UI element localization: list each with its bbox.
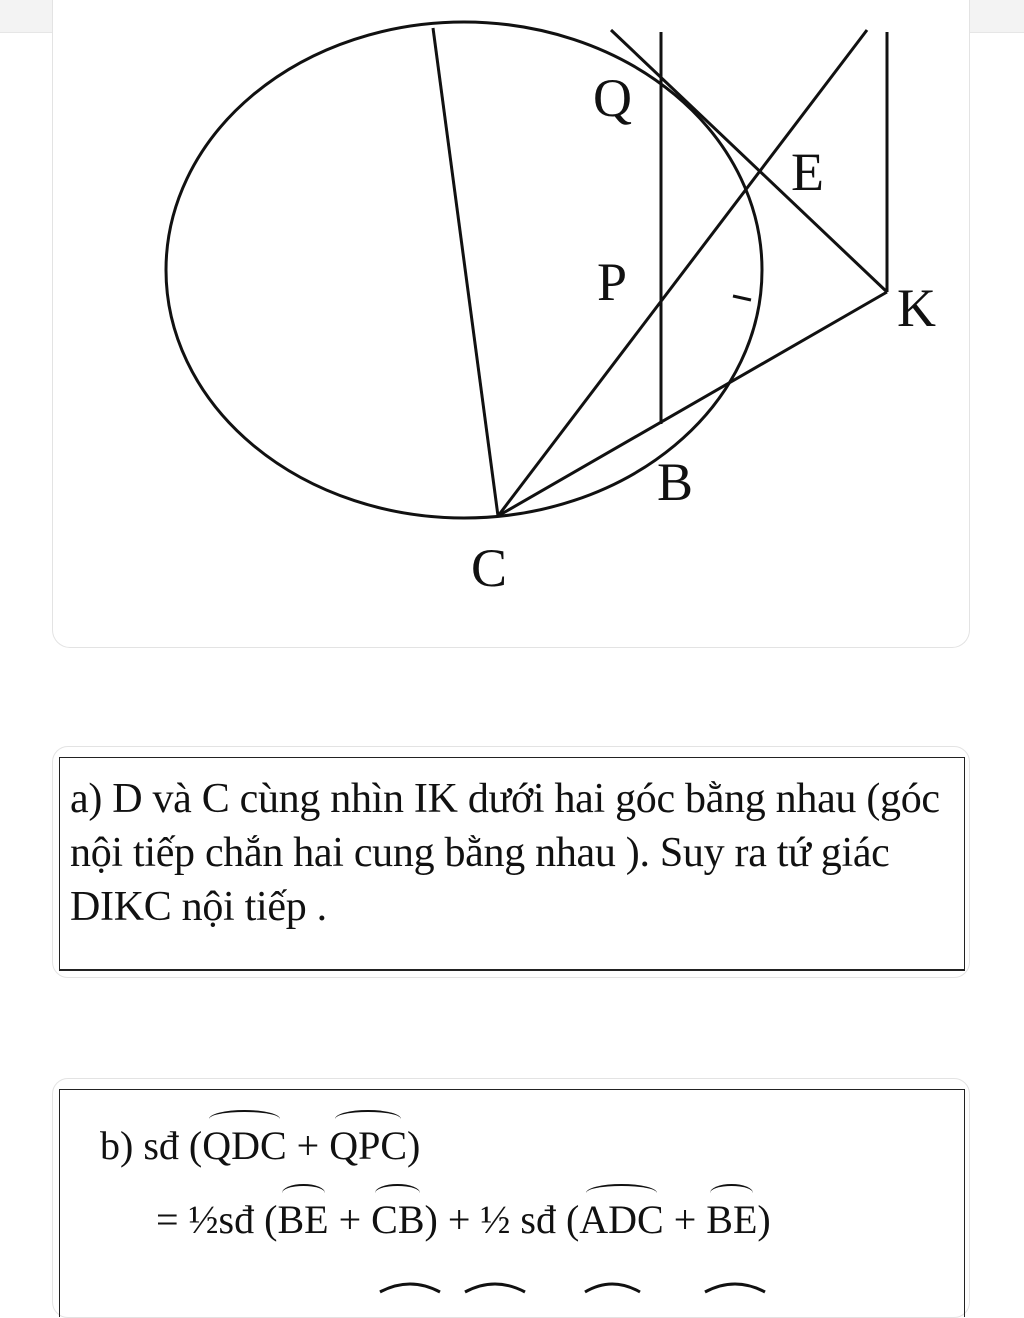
arc-qdc: QDC — [202, 1123, 287, 1168]
figure-card — [52, 0, 970, 648]
arc-be-2: BE — [706, 1197, 758, 1242]
b-line2-suffix: ) — [757, 1197, 771, 1242]
label-p: P — [597, 252, 628, 312]
partial-arc-1 — [380, 1284, 440, 1292]
label-e: E — [791, 142, 824, 202]
label-c: C — [471, 538, 508, 598]
arc-qpc: QPC — [329, 1123, 408, 1168]
answer-card-b — [52, 1078, 970, 1318]
geometry-figure — [53, 0, 971, 648]
arc-cb: CB — [371, 1197, 425, 1242]
chord-to-c — [433, 28, 498, 516]
answer-box-b — [59, 1089, 965, 1317]
answer-b-line-3-arcs — [350, 1258, 870, 1298]
b-plus-1: + — [286, 1123, 330, 1168]
answer-b-line-1 — [100, 1122, 420, 1169]
b-plus-2: + — [328, 1197, 372, 1242]
b-plus-3: + — [663, 1197, 707, 1242]
partial-arc-2 — [465, 1284, 525, 1292]
label-q: Q — [593, 68, 632, 128]
label-k: K — [897, 278, 936, 338]
partial-arc-3 — [585, 1284, 640, 1292]
b-line1-suffix: ) — [407, 1123, 421, 1168]
partial-arc-4 — [705, 1284, 765, 1292]
tick-mark — [733, 296, 751, 300]
b-mid: ) + ½ sđ ( — [424, 1197, 580, 1242]
answer-a-text: a) D và C cùng nhìn IK dưới hai góc bằng nhau (góc nội tiếp chắn hai cung bằng nhau ). Suy ra tứ giác DIKC nội tiếp . — [70, 776, 940, 930]
arc-be-1: BE — [277, 1197, 329, 1242]
answer-box-a — [59, 757, 965, 971]
b-line1-prefix: b) sđ ( — [100, 1123, 203, 1168]
answer-card-a — [52, 746, 970, 978]
b-line2-prefix: = ½sđ ( — [156, 1197, 278, 1242]
arc-adc: ADC — [579, 1197, 664, 1242]
label-b: B — [657, 452, 694, 512]
line-q-e-k — [611, 30, 887, 292]
answer-b-line-2 — [156, 1196, 771, 1243]
